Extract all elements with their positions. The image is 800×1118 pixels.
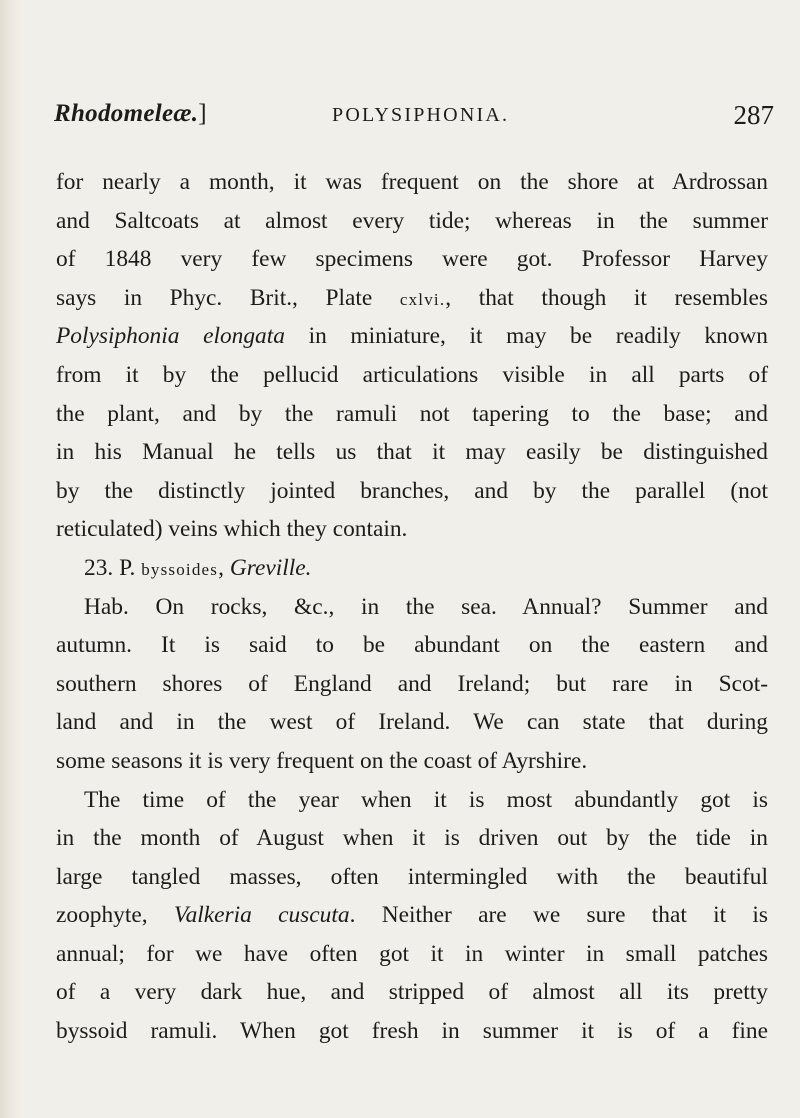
running-head-title: POLYSIPHONIA. [332, 104, 510, 126]
paragraph-habitat [56, 588, 768, 781]
text-line: some seasons it is very frequent on the coast of Ayrshire. [56, 747, 588, 774]
species-epithet: byssoides [141, 559, 219, 579]
taxon-name: Valkeria cuscuta [173, 902, 350, 929]
page-body [56, 163, 768, 1051]
text-line: of a very dark hue, and stripped of almost all its pretty [56, 979, 768, 1006]
text-line: autumn. It is said to be abundant on the eastern and [56, 632, 768, 659]
text-line: of 1848 very few specimens were got. Professor Harvey [56, 246, 768, 273]
text-line: reticulated) veins which they contain. [56, 516, 408, 543]
text-line: for nearly a month, it was frequent on the shore at Ardrossan [56, 169, 768, 195]
page-gutter-shadow [0, 0, 22, 1118]
text-line: zoophyte, Valkeria cuscuta. Neither are we sure that it is [56, 902, 769, 929]
text-line: Polysiphonia elongata in miniature, it may be readily known [56, 323, 768, 350]
paragraph-continued [56, 163, 768, 549]
text-line: large tangled masses, often intermingled with the beautiful [56, 863, 768, 890]
species-heading: 23. P. byssoides, Greville. [84, 554, 312, 581]
text-line: land and in the west of Ireland. We can state that during [56, 709, 768, 736]
text-line: by the distinctly jointed branches, and by the parallel (not [56, 477, 768, 504]
taxon-name: Polysiphonia elongata [56, 323, 285, 350]
text-line: annual; for we have often got it in winter in small patches [56, 940, 768, 967]
running-header [54, 100, 774, 140]
text-line: from it by the pellucid articulations visible in all parts of [56, 361, 768, 388]
text-line: and Saltcoats at almost every tide; whereas in the summer [56, 207, 768, 234]
text-line: the plant, and by the ramuli not tapering to the base; and [56, 400, 768, 427]
text-line: says in Phyc. Brit., Plate cxlvi., that though it resembles [56, 284, 768, 311]
running-head-section: Rhodomeleæ.] [54, 100, 207, 127]
text-line: Hab. On rocks, &c., in the sea. Annual? Summer and [84, 593, 768, 620]
paragraph-season [56, 781, 768, 1051]
text-line: southern shores of England and Ireland; but rare in Scot- [56, 670, 768, 697]
page-number: 287 [733, 100, 774, 130]
text-line: in his Manual he tells us that it may easily be distinguished [56, 439, 768, 466]
text-line: in the month of August when it is driven out by the tide in [56, 825, 768, 852]
text-line: byssoid ramuli. When got fresh in summer it is of a fine [56, 1018, 768, 1045]
text-line: The time of the year when it is most abundantly got is [84, 786, 768, 813]
species-authority: Greville. [229, 554, 312, 581]
